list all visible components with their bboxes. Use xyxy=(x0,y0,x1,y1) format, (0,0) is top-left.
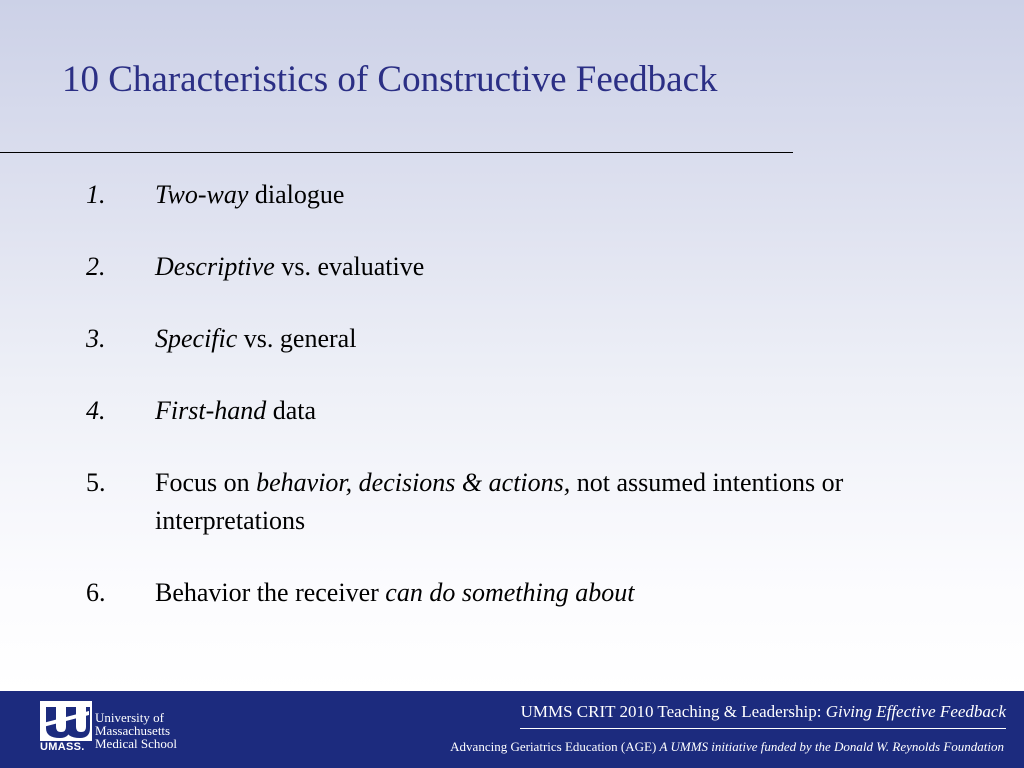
list-item-text: Behavior the receiver can do something about xyxy=(155,578,635,607)
footer-divider xyxy=(520,728,1006,729)
umass-logo-icon xyxy=(40,701,92,741)
list-item-number: 3. xyxy=(86,324,106,353)
list-item-number: 4. xyxy=(86,396,106,425)
list-item-number: 1. xyxy=(86,180,106,209)
umass-wordmark: UMASS. xyxy=(40,741,85,753)
list-item-text: Descriptive vs. evaluative xyxy=(155,252,425,281)
list-item-number: 2. xyxy=(86,252,106,281)
footer-bar xyxy=(0,691,1024,768)
funding-note: Advancing Geriatrics Education (AGE) A UMMS initiative funded by the Donald W. Reynolds Foundation xyxy=(450,739,1004,754)
list-item-text: Specific vs. general xyxy=(155,324,357,353)
list-item-text: Focus on behavior, decisions & actions, not assumed intentions or interpretations xyxy=(155,468,844,535)
list-item-text: First-hand data xyxy=(155,396,317,425)
list-item-number: 6. xyxy=(86,578,106,607)
title-divider xyxy=(0,152,793,153)
slide-title: 10 Characteristics of Constructive Feedback xyxy=(62,59,718,100)
list-item-text: Two-way dialogue xyxy=(155,180,345,209)
list-item-number: 5. xyxy=(86,468,106,497)
institution-name: University of Massachusetts Medical School xyxy=(95,710,177,751)
course-title: UMMS CRIT 2010 Teaching & Leadership: Giving Effective Feedback xyxy=(520,702,1006,721)
